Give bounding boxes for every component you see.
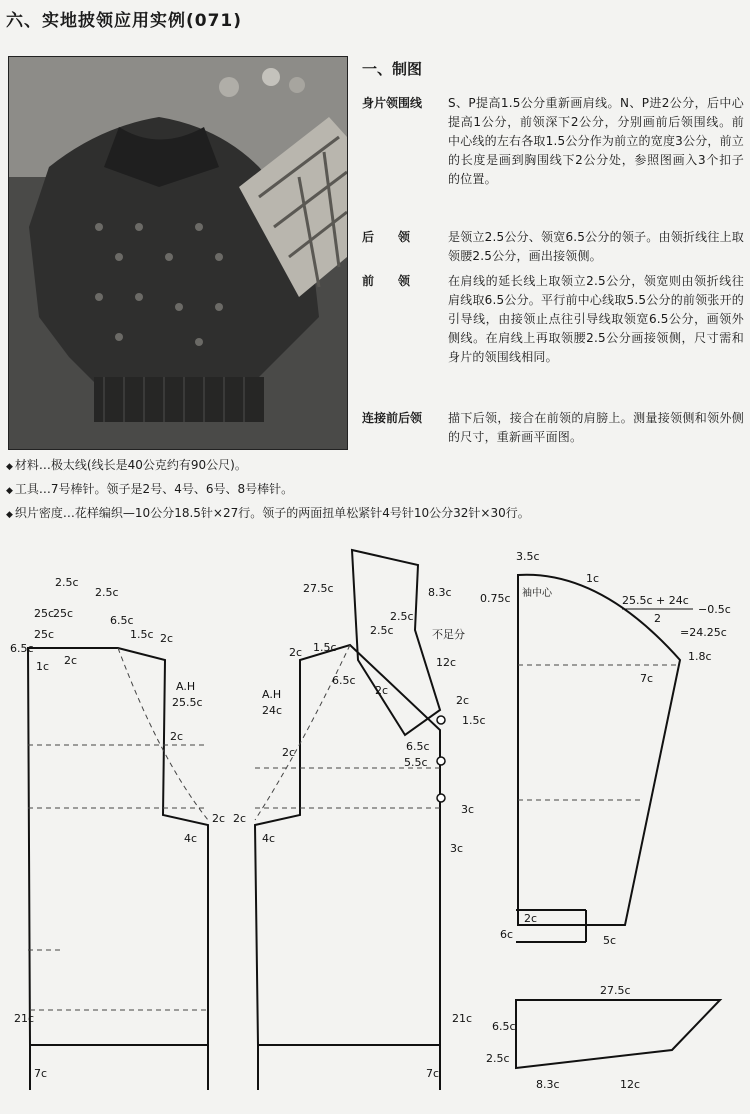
measurement-label: 3c (450, 842, 464, 855)
button-icon (437, 794, 445, 802)
spec-gauge (6, 504, 530, 521)
measurement-label: 5.5c (404, 756, 428, 769)
measurement-label: 3c (461, 803, 475, 816)
measurement-label: 2.5c (55, 576, 79, 589)
measurement-label: 2c (64, 654, 78, 667)
pattern-diagram (0, 530, 750, 1114)
section-heading: 一、制图 (362, 60, 423, 78)
spec-text: 工具…7号棒针。领子是2号、4号、6号、8号棒针。 (14, 482, 294, 496)
measurement-label: 2c (170, 730, 184, 743)
measurement-label: 8.3c (536, 1078, 560, 1091)
term-description: 描下后领，接合在前领的肩膀上。测量接领侧和领外侧的尺寸，重新画平面图。 (448, 411, 744, 444)
measurement-label: 0.75c (480, 592, 511, 605)
measurement-label: 24c (262, 704, 283, 717)
front-bodice-outline (255, 645, 440, 1045)
measurement-label: 2c (375, 684, 389, 697)
sleeve-outline (518, 575, 680, 925)
term-description: S、P提高1.5公分重新画肩线。N、P进2公分，后中心提高1公分，前领深下2公分，分别画前后领围线。前中心线的左右各取1.5公分作为前立的宽度3公分，前立的长度是画到胸围线下2公分处，参照图画入3个扣子的位置。 (448, 96, 744, 186)
measurement-label: A.H (262, 688, 282, 701)
measurement-label: 25c (53, 607, 74, 620)
instruction-neckline (362, 94, 744, 189)
instruction-front-collar (362, 272, 744, 367)
measurement-label: 5c (603, 934, 617, 947)
term-label: 连接前后领 (362, 411, 423, 425)
measurement-label: 4c (262, 832, 276, 845)
measurement-label: 2.5c (390, 610, 414, 623)
measurement-label: 6.5c (406, 740, 430, 753)
measurement-label: 27.5c (303, 582, 334, 595)
measurement-label: 1.5c (313, 641, 337, 654)
term-description: 是领立2.5公分、领宽6.5公分的领子。由领折线往上取领腰2.5公分，画出接领侧。 (448, 230, 744, 263)
measurement-label: 2 (654, 612, 661, 625)
measurement-label: =24.25c (680, 626, 727, 639)
instruction-back-collar (362, 228, 744, 266)
measurement-label: 25c (34, 607, 55, 620)
spec-text: 材料…极太线(线长是40公克约有90公尺)。 (14, 458, 247, 472)
measurement-label: 8.3c (428, 586, 452, 599)
page-title: 六、实地披领应用实例(071) (6, 11, 243, 31)
measurement-label: −0.5c (698, 603, 731, 616)
measurement-label: 25.5c + 24c (622, 594, 689, 607)
button-icon (437, 716, 445, 724)
measurement-label: 1.5c (130, 628, 154, 641)
measurement-label: 12c (436, 656, 457, 669)
measurement-label: 2.5c (95, 586, 119, 599)
measurement-label: 6c (500, 928, 514, 941)
measurement-label: 2c (212, 812, 226, 825)
spec-materials (6, 456, 247, 473)
measurement-label: 4c (184, 832, 198, 845)
measurement-label: 12c (620, 1078, 641, 1091)
measurement-label: 不足分 (432, 628, 465, 641)
measurement-label: 21c (452, 1012, 473, 1025)
measurement-label: 6.5c (492, 1020, 516, 1033)
measurement-label: 21c (14, 1012, 35, 1025)
term-label: 前 领 (362, 274, 411, 288)
measurement-label: 25.5c (172, 696, 203, 709)
measurement-label: 2c (524, 912, 538, 925)
term-description: 在肩线的延长线上取领立2.5公分，领宽则由领折线往肩线取6.5公分。平行前中心线取5.5公分的前领张开的引导线，由接领止点往引导线取领宽6.5公分，画领外侧线。在肩线上再取领腰2.5公分画接领侧，尺寸需和身片的领围线相同。 (448, 274, 744, 364)
measurement-label: 3.5c (516, 550, 540, 563)
spec-tools (6, 480, 293, 497)
sweater-photo (8, 56, 348, 450)
measurement-label: 7c (34, 1067, 48, 1080)
measurement-label: 2c (282, 746, 296, 759)
measurement-label: 6.5c (332, 674, 356, 687)
front-collar-outline (352, 550, 440, 735)
measurement-label: 7c (426, 1067, 440, 1080)
measurement-label: 1c (586, 572, 600, 585)
term-label: 身片领围线 (362, 96, 423, 110)
measurement-label: 2c (160, 632, 174, 645)
button-icon (437, 757, 445, 765)
measurement-label: 1.5c (462, 714, 486, 727)
collar-piece-outline (516, 1000, 720, 1068)
measurement-label: 27.5c (600, 984, 631, 997)
diamond-icon: ◆ (6, 486, 13, 496)
measurement-label: A.H (176, 680, 196, 693)
instruction-join-collars (362, 409, 744, 447)
measurement-label: 7c (640, 672, 654, 685)
measurement-label: 1.8c (688, 650, 712, 663)
spec-text: 织片密度…花样编织—10公分18.5针×27行。领子的两面扭单松紧针4号针10公分32针×30行。 (14, 506, 530, 520)
measurement-label: 2.5c (370, 624, 394, 637)
diamond-icon: ◆ (6, 510, 13, 520)
measurement-label: 2c (233, 812, 247, 825)
measurement-label: 6.5c (110, 614, 134, 627)
measurement-label: 2c (289, 646, 303, 659)
term-label: 后 领 (362, 230, 411, 244)
measurement-label: 1c (36, 660, 50, 673)
diamond-icon: ◆ (6, 462, 13, 472)
measurement-label: 2c (456, 694, 470, 707)
measurement-label: 2.5c (486, 1052, 510, 1065)
measurement-label: 25c (34, 628, 55, 641)
measurement-label: 袖中心 (522, 588, 552, 599)
measurement-label: 6.5c (10, 642, 34, 655)
